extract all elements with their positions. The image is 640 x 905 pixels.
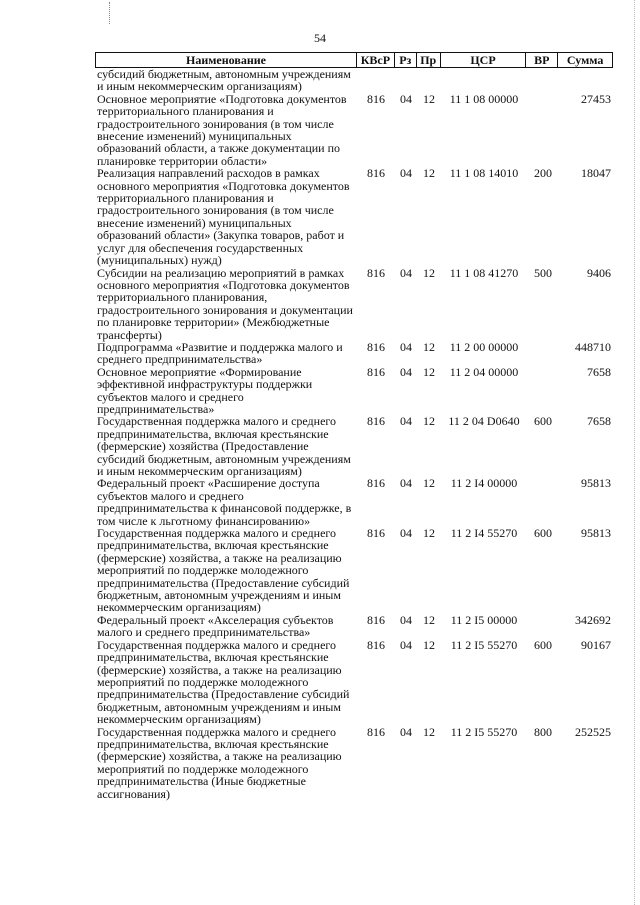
row-kvsr: 816 [367,166,385,181]
row-name-line: предпринимательства» [97,401,215,416]
row-name-line: Субсидии на реализацию мероприятий в рамках [97,265,345,280]
row-name-line: трансферты) [97,327,162,342]
row-name-line: предпринимательства, включая крестьянские [97,736,329,751]
row-csr [441,68,527,93]
row-pr: 12 [423,637,435,652]
row-name-line: внесение изменений) муниципальных [97,215,292,230]
row-pr: 12 [423,612,435,627]
row-name-line: и иным некоммерческим организациям) [97,464,302,478]
row-rz: 04 [400,612,412,627]
row-name [95,366,357,416]
row-kvsr: 816 [367,265,385,280]
row-pr: 12 [423,166,435,181]
row-name-line: том числе к льготному финансированию» [97,513,311,528]
header-kvsr: КВсР [357,53,395,67]
row-pr: 12 [423,364,435,379]
row-name-line: предпринимательства к финансовой поддержке, в [97,501,352,516]
row-rz [395,68,417,93]
row-vr [527,477,559,527]
row-pr: 12 [423,476,435,491]
row-name [95,527,357,614]
row-name-line: образований области» (Закупка товаров, работ и [97,228,345,243]
row-name-line: предпринимательства, включая крестьянские [97,538,329,553]
row-name-line: предпринимательства (Предоставление субсидий [97,575,350,590]
table-row [95,639,613,726]
row-sum: 90167 [581,637,611,652]
table-row [95,614,613,639]
row-csr: 11 2 04 D0640 [448,414,520,429]
row-name-line: субсидий бюджетным, автономным учреждениям [97,67,351,81]
row-name-line: Федеральный проект «Акселерация субъектов [97,612,334,627]
row-vr: 800 [534,724,552,739]
row-name-line: предпринимательства (Предоставление субсидий [97,687,350,702]
row-kvsr: 816 [367,414,385,429]
row-sum: 448710 [575,339,611,354]
row-sum: 9406 [587,265,611,280]
row-sum: 7658 [587,364,611,379]
row-pr: 12 [423,724,435,739]
row-csr: 11 2 I5 55270 [450,724,518,739]
row-name-line: Государственная поддержка малого и среднего [97,526,337,541]
row-sum: 27453 [581,91,611,106]
row-name [95,639,357,726]
row-rz: 04 [400,526,412,541]
row-name-line: мероприятий по поддержке молодежного [97,563,309,578]
row-kvsr: 816 [367,526,385,541]
row-name-line: и иным некоммерческим организациям) [97,79,302,94]
row-name-line: основного мероприятия «Подготовка документов [97,277,350,292]
row-name [95,726,357,800]
table-row [95,726,613,800]
row-name-line: территориального планирования и [97,191,274,206]
row-name-line: среднего предпринимательства» [97,352,263,367]
row-name [95,167,357,266]
row-name-line: градостроительного зонирования (в том числе [97,203,334,218]
row-kvsr: 816 [367,91,385,106]
row-name-line: некоммерческим организациям) [97,600,261,615]
row-sum: 7658 [587,414,611,429]
row-name-line: ассигнования) [97,786,170,801]
row-rz: 04 [400,414,412,429]
row-name-line: образований области, а также документации по [97,141,340,156]
row-name-line: территориального планирования, [97,290,268,305]
row-name-line: планировке территории области» [97,153,268,168]
row-name-line: по планировке территории» (Межбюджетные [97,315,330,330]
row-rz: 04 [400,364,412,379]
row-name-line: (фермерские) хозяйства, а также на реализацию [97,550,342,565]
row-csr: 11 2 I5 00000 [450,612,518,627]
table-row [95,167,613,266]
row-csr: 11 2 00 00000 [449,339,519,354]
row-vr [527,341,559,366]
row-name [95,68,357,93]
row-name-line: Основное мероприятие «Формирование [97,364,302,379]
row-kvsr [357,68,395,93]
row-name-line: субъектов малого и среднего [97,389,244,404]
row-kvsr: 816 [367,637,385,652]
row-name-line: предпринимательства, включая крестьянские [97,426,329,441]
row-name-line: градостроительного зонирования и документации [97,302,353,317]
row-vr: 600 [534,414,552,429]
row-name-line: территориального планирования и [97,104,274,119]
table-row [95,366,613,416]
row-vr [527,68,559,93]
row-name-line: градостроительного зонирования (в том числе [97,116,334,131]
row-name-line: (муниципальных) нужд) [97,253,222,268]
row-sum [559,68,613,93]
row-name [95,614,357,639]
row-pr: 12 [423,265,435,280]
row-csr: 11 1 08 14010 [449,166,519,181]
row-name-line: основного мероприятия «Подготовка документов [97,178,350,193]
table-row [95,477,613,527]
row-sum: 252525 [575,724,611,739]
row-vr [527,93,559,167]
row-pr: 12 [423,91,435,106]
row-sum: 342692 [575,612,611,627]
row-rz: 04 [400,339,412,354]
row-name-line: бюджетным, автономным учреждениям и иным [97,588,341,603]
row-name-line: предпринимательства (Иные бюджетные [97,774,306,789]
scan-edge [634,0,636,905]
row-csr: 11 2 I4 55270 [450,526,518,541]
row-vr: 600 [534,637,552,652]
row-name-line: предпринимательства, включая крестьянские [97,650,329,665]
margin-dots [109,2,112,24]
table-row [95,267,613,341]
table-row [95,341,613,366]
row-vr [527,366,559,416]
row-name [95,267,357,341]
header-pr: Пр [417,53,441,67]
row-name-line: мероприятий по поддержке молодежного [97,761,309,776]
table-row [95,68,613,93]
table-header [95,52,613,68]
table-row [95,415,613,477]
row-vr: 200 [534,166,552,181]
row-rz: 04 [400,265,412,280]
row-name-line: эффективной инфраструктуры поддержки [97,377,313,392]
header-rz: Рз [395,53,417,67]
row-name [95,477,357,527]
row-name [95,341,357,366]
row-vr: 500 [534,265,552,280]
row-csr: 11 1 08 41270 [449,265,519,280]
row-csr: 11 2 I4 00000 [450,476,518,491]
row-kvsr: 816 [367,476,385,491]
row-rz: 04 [400,166,412,181]
row-kvsr: 816 [367,724,385,739]
row-name-line: субъектов малого и среднего [97,488,244,503]
row-pr [417,68,441,93]
row-rz: 04 [400,91,412,106]
row-name-line: Государственная поддержка малого и среднего [97,724,337,739]
row-rz: 04 [400,637,412,652]
row-name-line: Федеральный проект «Расширение доступа [97,476,320,491]
row-kvsr: 816 [367,364,385,379]
page-number: 54 [314,31,326,45]
row-name-line: внесение изменений) муниципальных [97,129,292,144]
row-name-line: Реализация направлений расходов в рамках [97,166,320,181]
row-sum: 95813 [581,526,611,541]
row-name-line: малого и среднего предпринимательства» [97,625,311,640]
row-name-line: услуг для обеспечения государственных [97,240,304,255]
row-pr: 12 [423,414,435,429]
row-name-line: Подпрограмма «Развитие и поддержка малого и [97,339,343,354]
budget-table [95,52,613,800]
table-row [95,93,613,167]
header-csr: ЦСР [441,53,527,67]
row-pr: 12 [423,526,435,541]
header-name: Наименование [96,53,357,67]
table-row [95,527,613,614]
row-name-line: Государственная поддержка малого и среднего [97,637,337,652]
row-vr [527,614,559,639]
row-name-line: Государственная поддержка малого и среднего [97,414,337,429]
row-name [95,93,357,167]
row-csr: 11 1 08 00000 [449,91,519,106]
row-name-line: (фермерские) хозяйства (Предоставление [97,439,309,454]
row-name [95,415,357,477]
row-name-line: субсидий бюджетным, автономным учреждениям [97,451,351,466]
row-kvsr: 816 [367,612,385,627]
row-name-line: (фермерские) хозяйства, а также на реализацию [97,662,342,677]
row-vr: 600 [534,526,552,541]
row-rz: 04 [400,476,412,491]
row-csr: 11 2 04 00000 [449,364,519,379]
row-name-line: Основное мероприятие «Подготовка документов [97,91,347,106]
row-rz: 04 [400,724,412,739]
row-pr: 12 [423,339,435,354]
header-vr: ВР [526,53,558,67]
row-kvsr: 816 [367,339,385,354]
row-name-line: бюджетным, автономным учреждениям и иным [97,699,341,714]
row-sum: 18047 [581,166,611,181]
row-name-line: (фермерские) хозяйства, а также на реализацию [97,749,342,764]
table-body [95,68,613,800]
header-sum: Сумма [566,53,604,67]
row-csr: 11 2 I5 55270 [450,637,518,652]
row-name-line: мероприятий по поддержке молодежного [97,674,309,689]
row-name-line: некоммерческим организациям) [97,712,261,727]
row-sum: 95813 [581,476,611,491]
